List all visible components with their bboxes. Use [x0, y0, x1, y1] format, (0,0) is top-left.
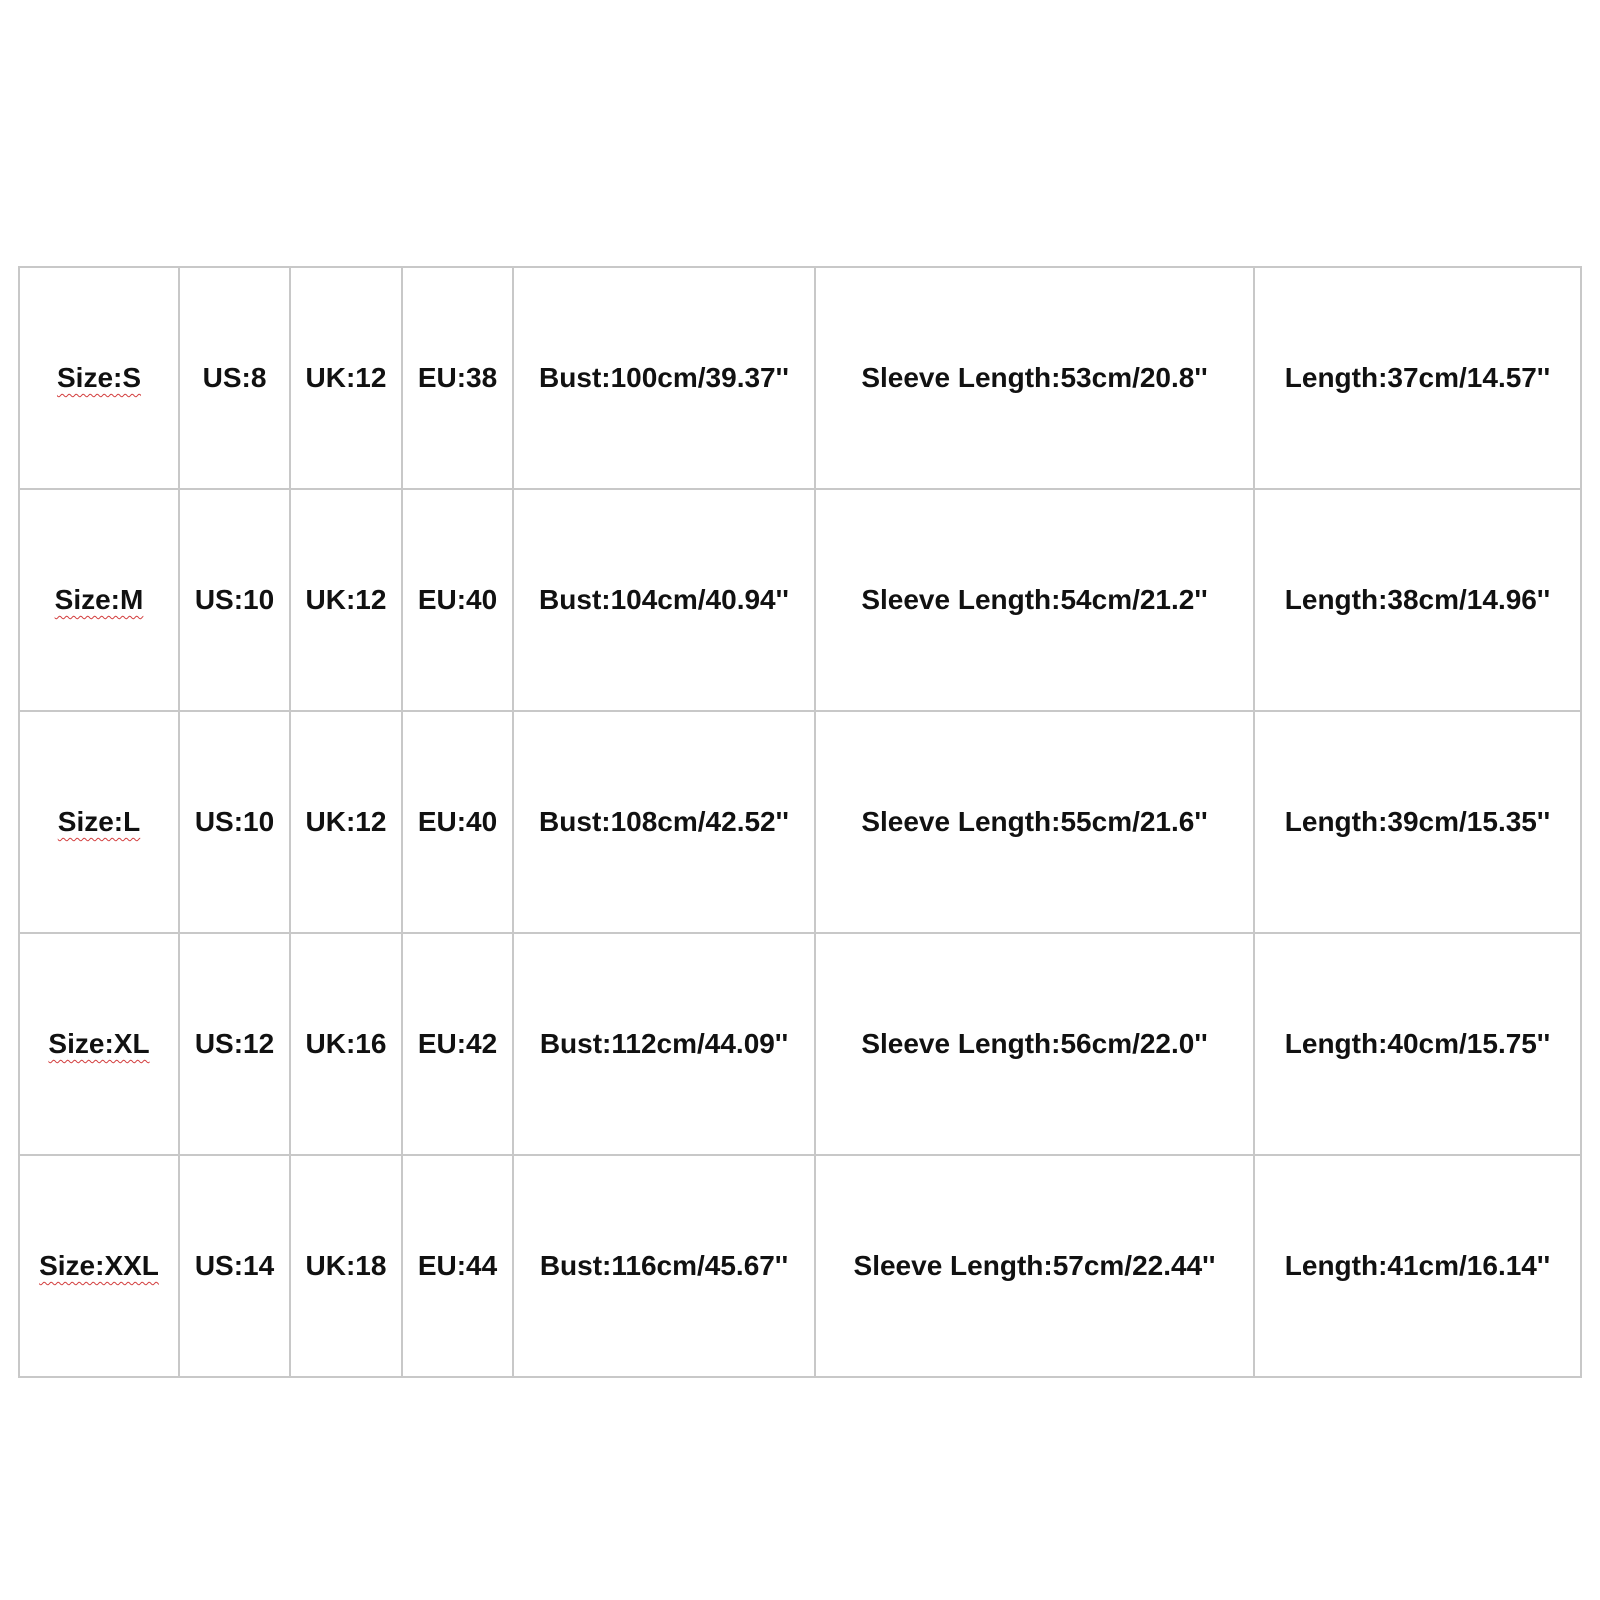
bust-cell: Bust:104cm/40.94'' [513, 489, 815, 711]
eu-size-cell: EU:42 [402, 933, 513, 1155]
length-cell: Length:41cm/16.14'' [1254, 1155, 1581, 1377]
size-label: Size:XXL [39, 1250, 159, 1281]
uk-size-cell: UK:16 [290, 933, 402, 1155]
size-cell [19, 267, 179, 489]
uk-size-cell: UK:18 [290, 1155, 402, 1377]
eu-size-cell: EU:40 [402, 711, 513, 933]
sleeve-length-cell: Sleeve Length:55cm/21.6'' [815, 711, 1254, 933]
table-row [19, 489, 1581, 711]
sleeve-length-cell: Sleeve Length:53cm/20.8'' [815, 267, 1254, 489]
table-row [19, 711, 1581, 933]
eu-size-cell: EU:44 [402, 1155, 513, 1377]
size-label: Size:XL [48, 1028, 150, 1059]
bust-cell: Bust:100cm/39.37'' [513, 267, 815, 489]
us-size-cell: US:14 [179, 1155, 290, 1377]
us-size-cell: US:10 [179, 711, 290, 933]
size-cell [19, 711, 179, 933]
sleeve-length-cell: Sleeve Length:56cm/22.0'' [815, 933, 1254, 1155]
table-row [19, 1155, 1581, 1377]
table-row [19, 933, 1581, 1155]
uk-size-cell: UK:12 [290, 711, 402, 933]
uk-size-cell: UK:12 [290, 489, 402, 711]
size-cell [19, 1155, 179, 1377]
size-label: Size:M [54, 584, 144, 615]
size-cell [19, 489, 179, 711]
size-cell [19, 933, 179, 1155]
eu-size-cell: EU:40 [402, 489, 513, 711]
sleeve-length-cell: Sleeve Length:57cm/22.44'' [815, 1155, 1254, 1377]
uk-size-cell: UK:12 [290, 267, 402, 489]
bust-cell: Bust:108cm/42.52'' [513, 711, 815, 933]
length-cell: Length:38cm/14.96'' [1254, 489, 1581, 711]
eu-size-cell: EU:38 [402, 267, 513, 489]
bust-cell: Bust:112cm/44.09'' [513, 933, 815, 1155]
us-size-cell: US:10 [179, 489, 290, 711]
length-cell: Length:39cm/15.35'' [1254, 711, 1581, 933]
length-cell: Length:37cm/14.57'' [1254, 267, 1581, 489]
size-chart-table [18, 266, 1582, 1378]
length-cell: Length:40cm/15.75'' [1254, 933, 1581, 1155]
bust-cell: Bust:116cm/45.67'' [513, 1155, 815, 1377]
us-size-cell: US:12 [179, 933, 290, 1155]
us-size-cell: US:8 [179, 267, 290, 489]
sleeve-length-cell: Sleeve Length:54cm/21.2'' [815, 489, 1254, 711]
size-label: Size:S [56, 362, 142, 393]
table-row [19, 267, 1581, 489]
size-label: Size:L [57, 806, 141, 837]
